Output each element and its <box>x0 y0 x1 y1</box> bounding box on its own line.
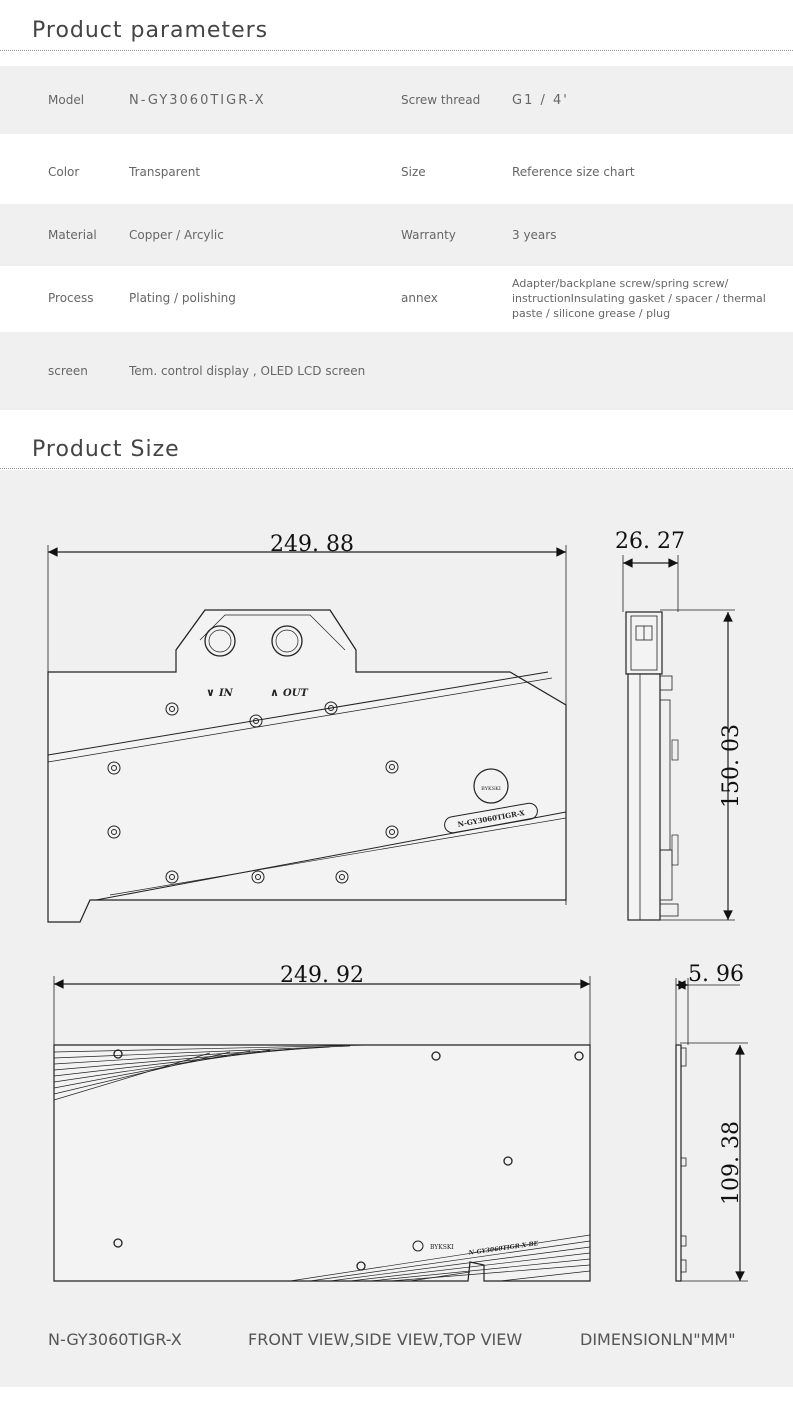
param-value: Adapter/backplane screw/spring screw/ instructionInsulating gasket / spacer / thermal paste / silicone grease / plug <box>512 276 766 320</box>
param-label: Size <box>401 165 426 179</box>
param-value: 3 years <box>512 227 557 242</box>
param-label: annex <box>401 291 438 305</box>
params-title: Product parameters <box>32 18 269 43</box>
front-width-label: 249. 88 <box>270 532 354 557</box>
caption-model: N-GY3060TIGR-X <box>48 1330 182 1349</box>
param-label: Warranty <box>401 228 456 242</box>
back-badge-label: N-GY3060TIGR-X-BE <box>468 1240 539 1257</box>
brand-label: BYKSKI <box>481 786 501 792</box>
param-label: Process <box>48 291 94 305</box>
param-value: Copper / Arcylic <box>129 228 224 242</box>
param-label: Model <box>48 93 85 107</box>
svg-text:∨: ∨ <box>206 686 215 699</box>
in-label: IN <box>219 688 233 699</box>
param-label: screen <box>48 364 88 378</box>
param-value: Transparent <box>129 165 201 179</box>
side-height-label: 150. 03 <box>719 724 744 808</box>
caption-views: FRONT VIEW,SIDE VIEW,TOP VIEW <box>248 1330 523 1349</box>
param-value: Tem. control display , OLED LCD screen <box>129 364 366 378</box>
svg-text:∧: ∧ <box>270 686 279 699</box>
param-label: Screw thread <box>401 93 481 107</box>
front-badge-label: N-GY3060TIGR-X <box>456 808 526 829</box>
param-value: G1 / 4' <box>512 92 569 108</box>
side-depth-label: 26. 27 <box>615 529 685 554</box>
param-label: Material <box>48 228 97 242</box>
back-view <box>54 976 590 1281</box>
back-width-label: 249. 92 <box>280 963 364 988</box>
param-value: N-GY3060TIGR-X <box>129 92 266 108</box>
caption-unit: DIMENSIONLN"MM" <box>580 1330 736 1349</box>
param-value: Reference size chart <box>512 164 635 179</box>
back-depth-label: 5. 96 <box>688 962 744 987</box>
front-view <box>48 545 566 922</box>
param-label: Color <box>48 165 80 179</box>
back-height-label: 109. 38 <box>719 1121 744 1205</box>
brand-label: BYKSKI <box>430 1244 454 1251</box>
out-label: OUT <box>283 688 308 699</box>
size-title: Product Size <box>32 437 180 462</box>
param-value: Plating / polishing <box>129 291 236 305</box>
